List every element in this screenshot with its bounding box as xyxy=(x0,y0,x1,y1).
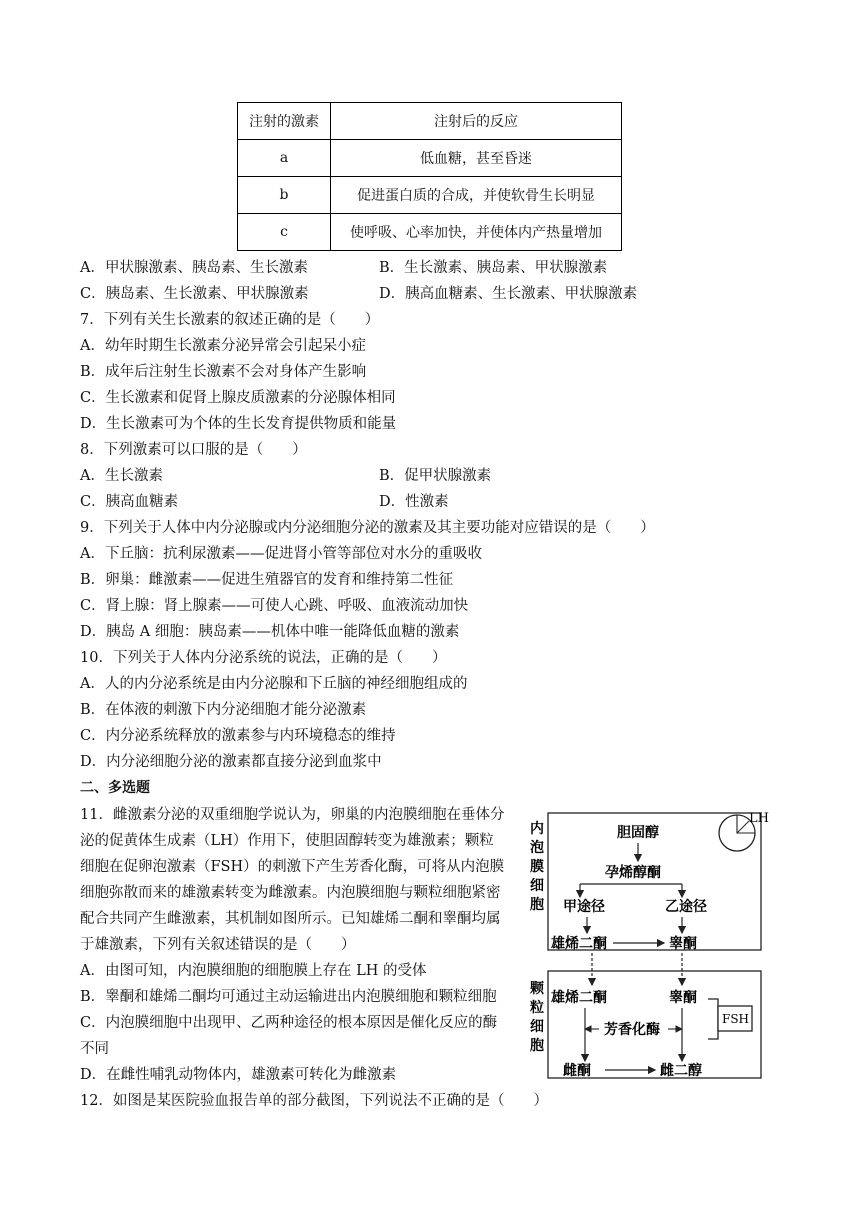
estrone-label: 雌酮 xyxy=(563,1063,591,1079)
q9-option-b: B．卵巢：雌激素——促进生殖器官的发育和维持第二性征 xyxy=(80,572,454,588)
q8-option-a: A．生长激素 xyxy=(80,468,163,484)
q11-option-b: B．睾酮和雄烯二酮均可通过主动运输进出内泡膜细胞和颗粒细胞 xyxy=(80,989,497,1005)
q7-option-a: A．幼年时期生长激素分泌异常会引起呆小症 xyxy=(80,338,366,354)
q10-option-a: A．人的内分泌系统是由内分泌腺和下丘脑的神经细胞组成的 xyxy=(80,676,468,692)
q11-stem-line: 泌的促黄体生成素（LH）作用下，使胆固醇转变为雄激素；颗粒 xyxy=(80,833,494,849)
path-b-label: 乙途径 xyxy=(665,899,707,915)
q6-option-a: A．甲状腺激素、胰岛素、生长激素 xyxy=(80,260,308,276)
androstenedione-label-bottom: 雄烯二酮 xyxy=(551,990,607,1006)
granulosa-cell-label: 颗 xyxy=(530,981,544,997)
aromatase-label: 芳香化酶 xyxy=(604,1022,660,1038)
q11-stem-line: 于雄激素，下列有关叙述错误的是（ ） xyxy=(80,937,356,953)
q11-option-c-cont: 不同 xyxy=(80,1041,109,1057)
theca-cell-label: 内 xyxy=(530,821,544,837)
table-header-row xyxy=(238,103,622,140)
q7-option-b: B．成年后注射生长激素不会对身体产生影响 xyxy=(80,364,367,380)
table-cell: b xyxy=(238,177,331,214)
hormone-pathway-diagram xyxy=(525,805,790,1085)
theca-cell-label: 膜 xyxy=(530,859,544,875)
table-cell: 低血糖，甚至昏迷 xyxy=(331,140,622,177)
q11-stem-line: 配合共同产生雌激素，其机制如图所示。已知雄烯二酮和睾酮均属 xyxy=(80,911,501,927)
q10-stem: 10．下列关于人体内分泌系统的说法，正确的是（ ） xyxy=(80,650,447,666)
q10-option-b: B．在体液的刺激下内分泌细胞才能分泌激素 xyxy=(80,702,367,718)
q9-option-d: D．胰岛 A 细胞：胰岛素——机体中唯一能降低血糖的激素 xyxy=(80,624,460,640)
granulosa-cell-label: 粒 xyxy=(530,1000,544,1016)
q11-option-a: A．由图可知，内泡膜细胞的细胞膜上存在 LH 的受体 xyxy=(80,963,427,979)
q6-option-b: B．生长激素、胰岛素、甲状腺激素 xyxy=(379,260,608,276)
lh-label: LH xyxy=(749,811,769,826)
q7-stem: 7．下列有关生长激素的叙述正确的是（ ） xyxy=(80,312,380,328)
granulosa-cell-label: 细 xyxy=(530,1019,544,1035)
q10-option-d: D．内分泌细胞分泌的激素都直接分泌到血浆中 xyxy=(80,754,382,770)
theca-cell-label: 泡 xyxy=(530,840,544,856)
table-header-cell: 注射后的反应 xyxy=(331,103,622,140)
q7-option-d: D．生长激素可为个体的生长发育提供物质和能量 xyxy=(80,416,397,432)
table-cell: a xyxy=(238,140,331,177)
table-header-cell: 注射的激素 xyxy=(238,103,331,140)
q8-option-c: C．胰高血糖素 xyxy=(80,494,179,510)
pregnenolone-label: 孕烯醇酮 xyxy=(605,865,661,881)
q11-option-c: C．内泡膜细胞中出现甲、乙两种途径的根本原因是催化反应的酶 xyxy=(80,1015,498,1031)
q12-stem: 12．如图是某医院验血报告单的部分截图，下列说法不正确的是（ ） xyxy=(80,1093,548,1109)
fsh-label: FSH xyxy=(722,1012,750,1026)
q7-option-c: C．生长激素和促肾上腺皮质激素的分泌腺体相同 xyxy=(80,390,396,406)
q8-stem: 8．下列激素可以口服的是（ ） xyxy=(80,442,307,458)
section-heading: 二、多选题 xyxy=(80,780,150,796)
q8-option-b: B．促甲状腺激素 xyxy=(379,468,492,484)
table-cell: 促进蛋白质的合成，并使软骨生长明显 xyxy=(331,177,622,214)
q6-option-c: C．胰岛素、生长激素、甲状腺激素 xyxy=(80,286,309,302)
theca-cell-label: 细 xyxy=(530,878,544,894)
table-cell: 使呼吸、心率加快，并使体内产热量增加 xyxy=(331,214,622,251)
table-row xyxy=(238,214,622,251)
granulosa-cell-label: 胞 xyxy=(530,1038,544,1054)
cholesterol-label: 胆固醇 xyxy=(617,825,659,841)
q8-option-d: D．性激素 xyxy=(379,494,449,510)
hormone-table xyxy=(237,102,622,251)
q11-stem-line: 11．雌激素分泌的双重细胞学说认为，卵巢的内泡膜细胞在垂体分 xyxy=(80,807,505,823)
q9-option-c: C．肾上腺：肾上腺素——可使人心跳、呼吸、血液流动加快 xyxy=(80,598,469,614)
testosterone-label-bottom: 睾酮 xyxy=(669,990,697,1006)
table-row xyxy=(238,140,622,177)
table-cell: c xyxy=(238,214,331,251)
theca-cell-label: 胞 xyxy=(530,897,544,913)
q11-stem-line: 细胞弥散而来的雄激素转变为雌激素。内泡膜细胞与颗粒细胞紧密 xyxy=(80,885,501,901)
q9-option-a: A．下丘脑：抗利尿激素——促进肾小管等部位对水分的重吸收 xyxy=(80,546,482,562)
testosterone-label-top: 睾酮 xyxy=(669,936,697,952)
q6-option-d: D．胰高血糖素、生长激素、甲状腺激素 xyxy=(379,286,638,302)
q10-option-c: C．内分泌系统释放的激素参与内环境稳态的维持 xyxy=(80,728,396,744)
q9-stem: 9．下列关于人体中内分泌腺或内分泌细胞分泌的激素及其主要功能对应错误的是（ ） xyxy=(80,520,655,536)
table-row xyxy=(238,177,622,214)
path-a-label: 甲途径 xyxy=(563,899,605,915)
q11-stem-line: 细胞在促卵泡激素（FSH）的刺激下产生芳香化酶，可将从内泡膜 xyxy=(80,859,505,875)
estradiol-label: 雌二醇 xyxy=(660,1063,702,1079)
androstenedione-label-top: 雄烯二酮 xyxy=(551,936,607,952)
q11-option-d: D．在雌性哺乳动物体内，雄激素可转化为雌激素 xyxy=(80,1067,397,1083)
